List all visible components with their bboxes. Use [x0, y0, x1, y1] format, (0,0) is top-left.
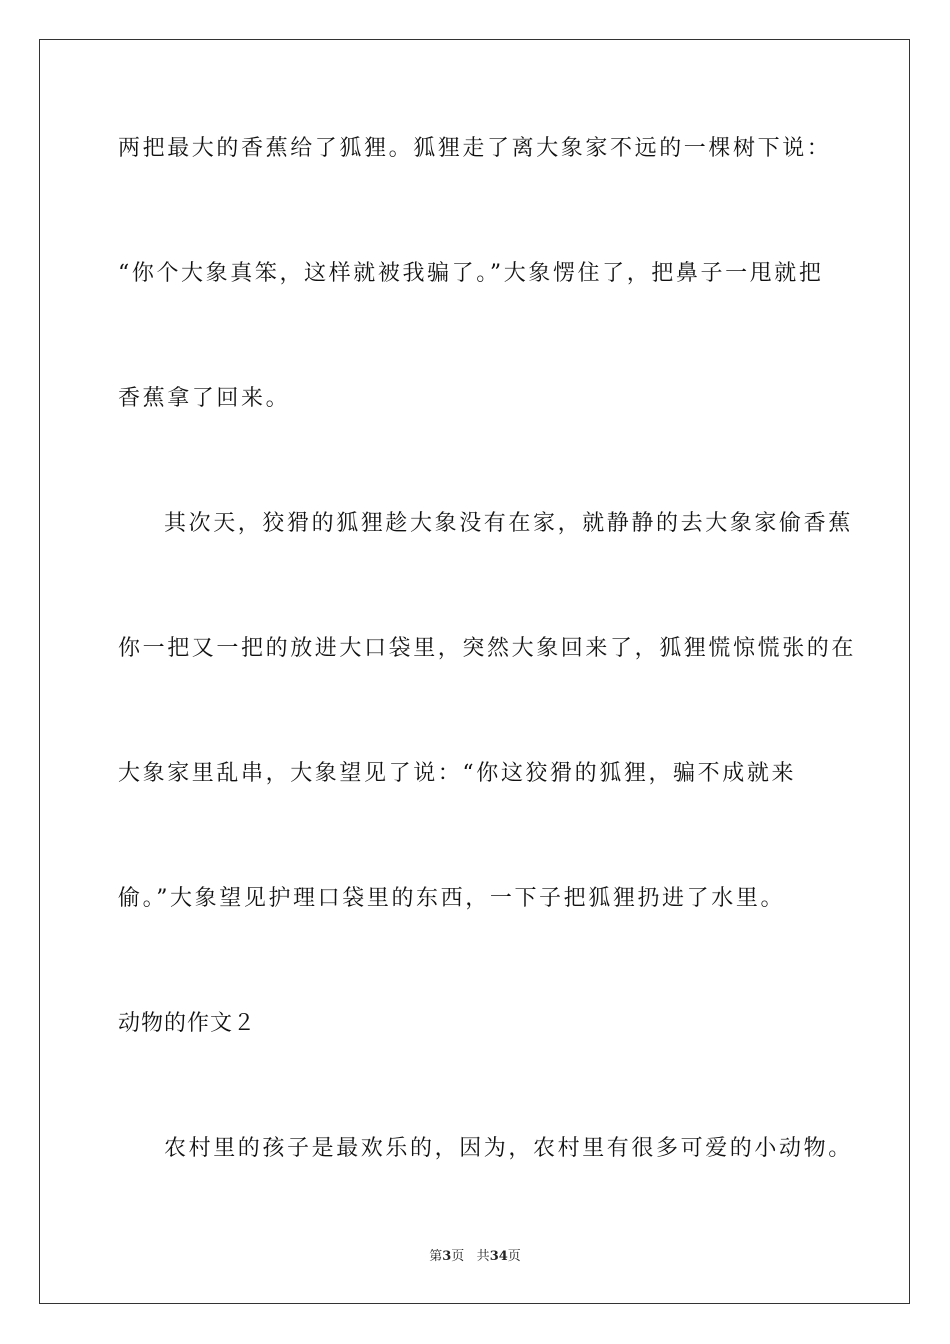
paragraph-start-line: 其次天，狡猾的狐狸趁大象没有在家，就静静的去大象家偷香蕉	[164, 511, 853, 536]
paragraph-start-line-2: 农村里的孩子是最欢乐的，因为，农村里有很多可爱的小动物。	[164, 1136, 853, 1161]
footer-page-number: 3	[442, 1249, 452, 1264]
body-text-line-1: 两把最大的香蕉给了狐狸。狐狸走了离大象家不远的一棵树下说：	[118, 136, 832, 161]
page-border	[39, 39, 910, 1304]
body-text-line-6: 大象家里乱串，大象望见了说：“你这狡猾的狐狸，骗不成就来	[118, 761, 797, 786]
body-text-line-3: 香蕉拿了回来。	[118, 386, 291, 411]
body-text-line-7: 偷。”大象望见护理口袋里的东西，一下子把狐狸扔进了水里。	[118, 886, 786, 911]
footer-total-prefix: 共	[476, 1249, 490, 1264]
footer-total-pages: 34	[489, 1249, 508, 1264]
page-footer	[0, 1248, 950, 1266]
footer-page-suffix: 页	[451, 1249, 465, 1264]
body-text-line-5: 你一把又一把的放进大口袋里，突然大象回来了，狐狸慌惊慌张的在	[118, 636, 857, 661]
footer-page-prefix: 第	[429, 1249, 443, 1264]
footer-total-suffix: 页	[507, 1249, 521, 1264]
section-heading: 动物的作文２	[118, 1011, 257, 1036]
body-text-line-2: “你个大象真笨，这样就被我骗了。”大象愣住了，把鼻子一甩就把	[118, 261, 824, 286]
